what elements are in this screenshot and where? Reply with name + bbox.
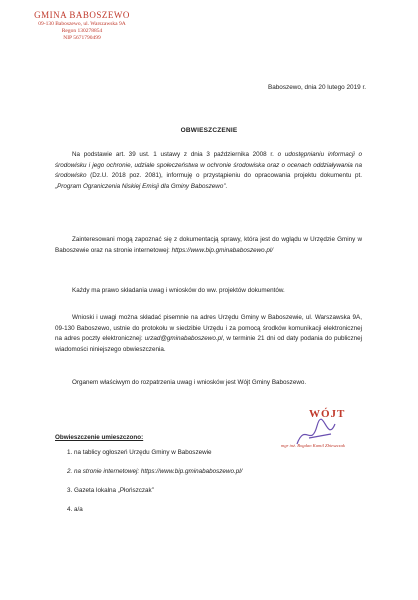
bip-link[interactable]: https://www.bip.gminababoszewo.pl/ — [171, 246, 274, 254]
office-stamp — [22, 10, 142, 42]
submission-text-2: , w terminie 21 dni od daty podania do publicznej wiadomości niniejszego obwieszczenia. — [55, 335, 363, 353]
submission-text: Wnioski i uwagi można składać pisemnie na adres Urzędu Gminy w Baboszewie, ul. Warszawska 9A, 09-130 Baboszewo, ustnie do protokołu w siedzibie Urzędu i za pomocą środków komunikacji elektronicznej na adres poczty elektronicznej: — [55, 314, 362, 343]
distribution-item: 4. a/a — [74, 506, 355, 513]
page-title: OBWIESZCZENIE — [180, 127, 238, 134]
rights-text: Każdy ma prawo składania uwag i wniosków do ww. projektów dokumentów. — [72, 287, 285, 294]
signatory-name: mgr inż. Bogdan Kamil Zbieszczak — [281, 443, 345, 448]
paragraph-documentation — [55, 235, 362, 256]
distribution-item: 3. Gazeta lokalna „Płońszczak” — [74, 487, 355, 494]
legal-basis-text: Na podstawie art. 39 ust. 1 ustawy z dnia 3 października 2008 r. — [72, 151, 278, 158]
distribution-list — [55, 434, 355, 525]
date-line: Baboszewo, dnia 20 lutego 2019 r. — [267, 84, 366, 91]
stamp-regon: Regon 130278854 — [61, 28, 103, 35]
signature-mark: WÓJT — [309, 408, 346, 420]
email-link[interactable]: urzad@gminababoszewo.pl — [144, 335, 223, 343]
documentation-text: Zainteresowani mogą zapoznać się z dokumentacją sprawy, która jest do wglądu w Urzędzie Gminy w Baboszewie oraz na stronie internetowej: — [55, 236, 362, 254]
stamp-address: 09-130 Baboszewo, ul. Warszawska 9A — [38, 21, 126, 28]
distribution-item: 2. na stronie internetowej: https://www.bip.gminababoszewo.pl/ — [74, 468, 355, 475]
stamp-title: GMINA BABOSZEWO — [34, 10, 130, 20]
distribution-item: 1. na tablicy ogłoszeń Urzędu Gminy w Baboszewie — [74, 449, 355, 456]
distribution-title: Obwieszczenie umieszczono: — [55, 434, 144, 441]
paragraph-submission — [55, 313, 362, 355]
paragraph-authority — [55, 378, 362, 389]
paragraph-legal-basis: Na podstawie art. 39 ust. 1 ustawy z dnia 3 października 2008 r. o udostępnianiu informacji o środowisku i jego ochronie, udziale społeczeństwa w ochronie środowiska oraz o ocenach oddziaływania na środowisko (Dz.U. 2018 poz. 2081), informuję o przystąpieniu do opracowania projektu dokumentu pt. „Program Ograniczenia Niskiej Emisji dla Gminy Baboszewo”. — [55, 151, 362, 190]
act-title: o udostępnianiu informacji o środowisku i jego ochronie, udziale społeczeństwa w ochronie środowiska oraz o ocenach oddziaływania na środowisko — [55, 151, 362, 180]
stamp-nip: NIP 5671790499 — [63, 35, 101, 41]
program-title: „Program Ograniczenia Niskiej Emisji dla Gminy Baboszewo” — [55, 182, 226, 190]
legal-basis-text-2: (Dz.U. 2018 poz. 2081), informuję o przystąpieniu do opracowania projektu dokumentu pt. — [86, 172, 362, 180]
authority-text: Organem właściwym do rozpatrzenia uwag i wniosków jest Wójt Gminy Baboszewo. — [72, 379, 307, 386]
paragraph-rights — [55, 286, 362, 297]
